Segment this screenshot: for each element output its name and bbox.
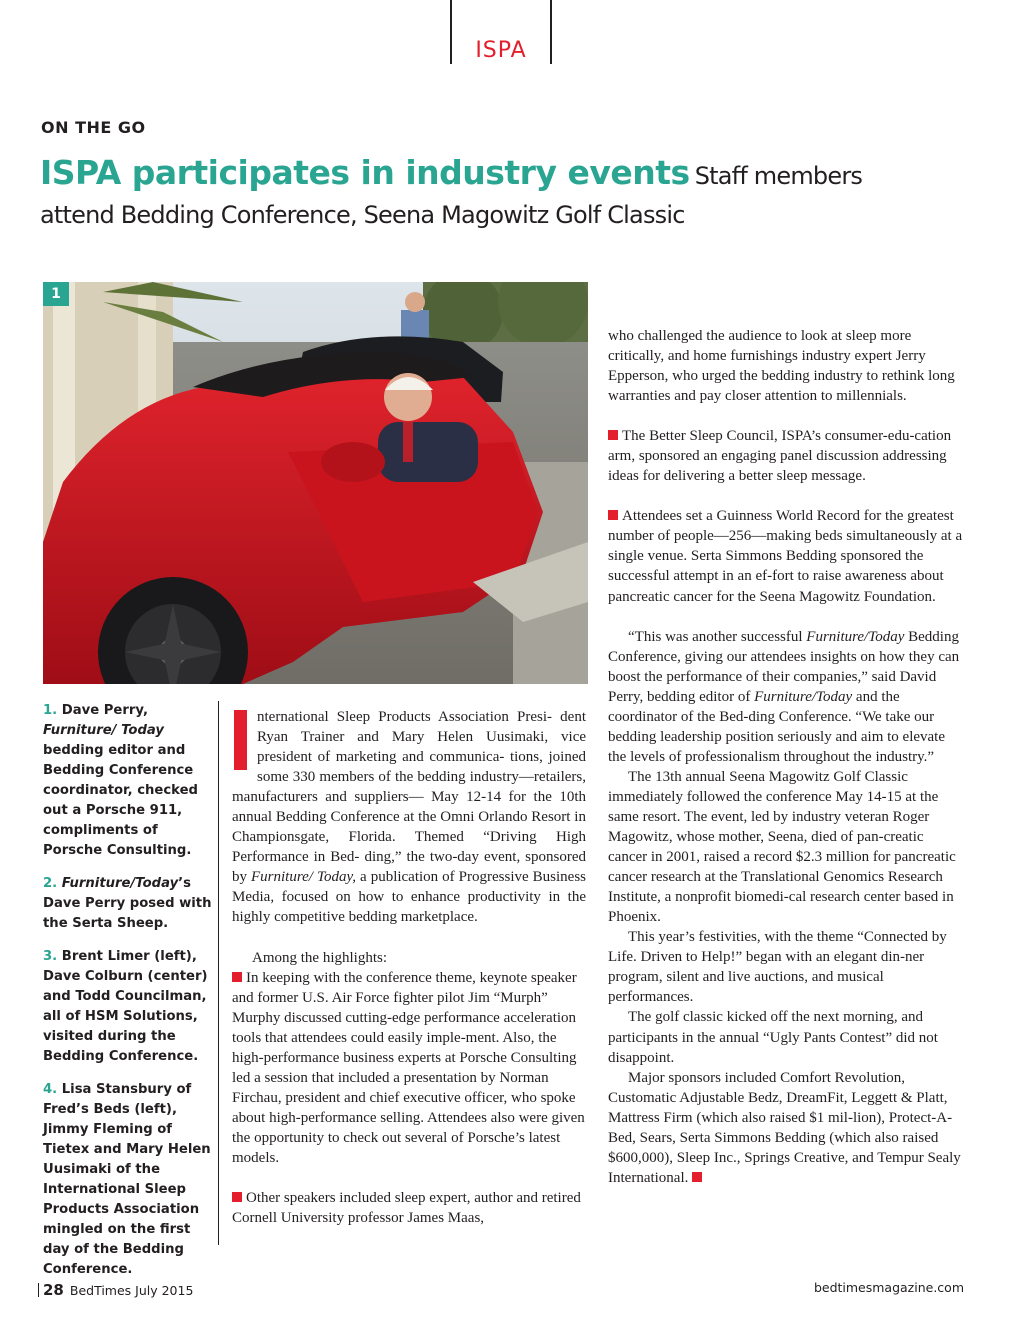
highlight-bullet-4: Attendees set a Guinness World Record for the greatest number of people—256—making beds simultaneously at a single venue. Serta Simmons Bedding sponsored the successful attempt in an ef-fort to raise awareness about pancreatic cancer for the Seena Magowitz Foundation. xyxy=(608,508,963,605)
sponsors-paragraph: Major sponsors included Comfort Revolution, Customatic Adjustable Bedz, DreamFit, Leggett & Platt, Mattress Firm (which also raised $1 mil-lion), Protect-A-Bed, Sears, Serta Simmons Bedding (which also raised $600,000), Sleep Inc., Springs Creative, and Tempur Sealy International. xyxy=(608,1069,961,1186)
red-square-bullet xyxy=(608,510,618,520)
kickoff-paragraph: The golf classic kicked off the next morning, and participants in the annual “Ugly Pants Contest” did not disappoint. xyxy=(608,1009,938,1066)
caption-2: 2. Furniture/Today’s Dave Perry posed with the Serta Sheep. xyxy=(43,876,212,931)
body-column-right xyxy=(608,326,966,1188)
headline-deck-b: attend Bedding Conference, Seena Magowitz Golf Classic xyxy=(40,201,685,229)
red-square-bullet xyxy=(608,430,618,440)
caption-1: 1. Dave Perry, Furniture/ Today bedding editor and Bedding Conference coordinator, checked out a Porsche 911, compliments of Porsche Consulting. xyxy=(43,703,198,858)
publication-date: BedTimes July 2015 xyxy=(69,1283,194,1298)
kicker: ON THE GO xyxy=(41,118,146,137)
column-rule xyxy=(218,701,219,1245)
page-number: 28 xyxy=(43,1281,64,1299)
end-mark xyxy=(692,1172,702,1182)
drop-cap-bar xyxy=(234,710,247,770)
section-tab: ISPA xyxy=(475,38,527,63)
headline-deck-a: Staff members xyxy=(694,162,863,190)
caption-4: 4. Lisa Stansbury of Fred’s Beds (left), Jimmy Fleming of Tietex and Mary Helen Uusimaki of the International Sleep Products Association mingled on the first day of the Bedding Conference. xyxy=(43,1082,211,1277)
red-square-bullet xyxy=(232,1192,242,1202)
folio xyxy=(38,1281,193,1299)
red-square-bullet xyxy=(232,972,242,982)
highlights-lead: Among the highlights: xyxy=(252,949,387,966)
quote-paragraph: “This was another successful Furniture/Today Bedding Conference, giving our attendees insights on how they can boost the performance of their companies,” said David Perry, bedding editor of Furniture/Today and the coordinator of the Bed-ding Conference. “We take our bedding leadership position seriously and aim to elevate the levels of professionalism throughout the industry.” xyxy=(608,628,960,765)
caption-3: 3. Brent Limer (left), Dave Colburn (center) and Todd Councilman, all of HSM Solutions, visited during the Bedding Conference. xyxy=(43,949,208,1064)
photo-illustration xyxy=(43,282,588,684)
body-column-middle xyxy=(232,707,586,1228)
highlight-bullet-1: In keeping with the conference theme, keynote speaker and former U.S. Air Force fighter pilot Jim “Murph” Murphy discussed cutting-edge performance acceleration tools that attendees could easily imple-ment. Also, the high-performance business experts at Porsche Consulting led a session that included a presentation by Norman Firchau, president and chief executive officer, who spoke about high-performance selling. Attendees also were given the opportunity to check out several of Porsche’s latest models. xyxy=(232,969,585,1166)
headline-main: ISPA participates in industry events xyxy=(40,153,690,192)
golf-paragraph: The 13th annual Seena Magowitz Golf Classic immediately followed the conference May 14-15 at the same resort. The event, led by industry veteran Roger Magowitz, whose mother, Seena, died of pan-creatic cancer in 2001, raised a record $2.3 million for pancreatic cancer research at the Translational Genomics Research Institute, a nonprofit biomedi-cal research center based in Phoenix. xyxy=(608,768,956,926)
festivities-paragraph: This year’s festivities, with the theme “Connected by Life. Driven to Help!” began with an elegant din-ner program, silent and live auctions, and musical performances. xyxy=(608,929,947,1006)
captions xyxy=(43,701,213,1293)
highlight-bullet-2: Other speakers included sleep expert, author and retired Cornell University professor James Maas, xyxy=(232,1190,581,1227)
highlight-bullet-3: The Better Sleep Council, ISPA’s consumer-edu-cation arm, sponsored an engaging panel discussion addressing ideas for delivering a better sleep message. xyxy=(608,428,952,485)
tab-rule-right xyxy=(550,0,552,64)
intro-paragraph: nternational Sleep Products Association Presi- dent Ryan Trainer and Mary Helen Uusimaki, vice president of marketing and communica- tions, joined some 330 members of the bedding industry—retailers, manufacturers and suppliers— May 12-14 for the 10th annual Bedding Conference at the Omni Orlando Resort in Championsgate, Florida. Themed “Driving High Performance in Bed- ding,” the two-day event, sponsored by Furniture/ Today, a publication of Progressive Business Media, focused on how to enhance productivity in the highly competitive bedding marketplace. xyxy=(232,709,587,926)
photo-porsche xyxy=(43,282,588,684)
website-url: bedtimesmagazine.com xyxy=(813,1280,964,1295)
folio-rule xyxy=(38,1283,39,1297)
photo-badge: 1 xyxy=(43,282,69,306)
headline xyxy=(40,150,960,238)
continuation-paragraph: who challenged the audience to look at sleep more critically, and home furnishings industry expert Jerry Epperson, who urged the bedding industry to rethink long warranties and pay closer attention to millennials. xyxy=(608,328,955,405)
